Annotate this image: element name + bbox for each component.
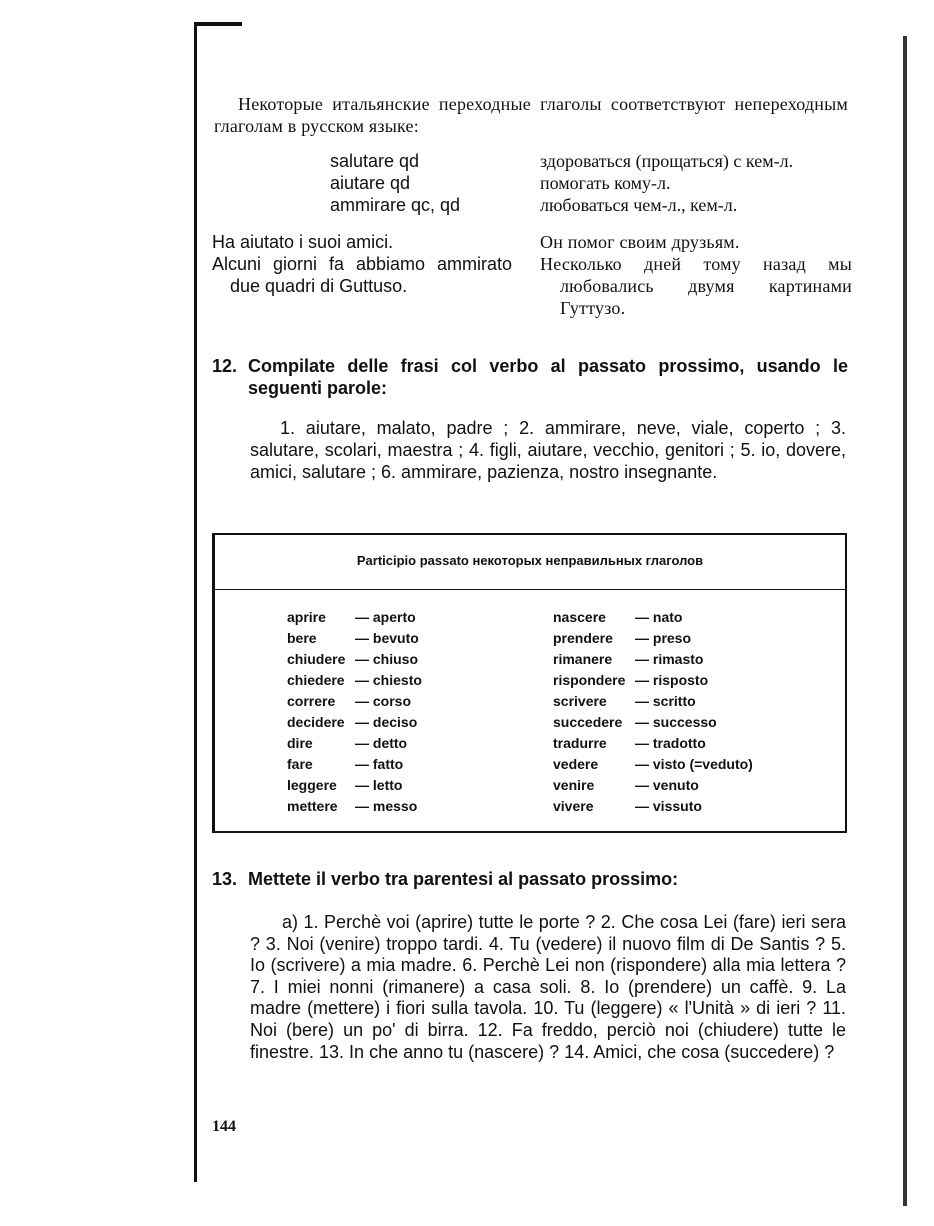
participle-row xyxy=(553,775,753,796)
example-right-1: Он помог своим друзьям. xyxy=(540,232,740,252)
participle: — tradotto xyxy=(635,735,706,751)
infinitive: venire xyxy=(553,777,595,793)
example-left-1: Ha aiutato i suoi amici. xyxy=(212,232,394,252)
participle-table xyxy=(212,533,847,833)
verb-pairs xyxy=(330,150,850,216)
infinitive: fare xyxy=(287,756,313,772)
example-left-2: Alcuni giorni fa abbiamo ammirato due quadri di Guttuso. xyxy=(212,254,512,296)
exercise-13-instruction: Mettete il verbo tra parentesi al passato prossimo: xyxy=(248,869,679,889)
infinitive: aprire xyxy=(287,609,326,625)
participle: — scritto xyxy=(635,693,696,709)
participle: — preso xyxy=(635,630,692,646)
participle-row xyxy=(287,670,422,691)
exercise-13-heading xyxy=(212,868,848,890)
verb-pair-it: salutare qd xyxy=(330,151,420,171)
participle-row xyxy=(553,607,753,628)
participle-row xyxy=(287,649,422,670)
infinitive: dire xyxy=(287,735,313,751)
participle-row xyxy=(553,733,753,754)
infinitive: rispondere xyxy=(553,672,626,688)
participle: — corso xyxy=(355,693,412,709)
participle-row xyxy=(553,796,753,817)
participle: — letto xyxy=(355,777,403,793)
participle-row xyxy=(287,733,422,754)
example-left xyxy=(212,231,512,297)
participle-row xyxy=(553,712,753,733)
participle-row xyxy=(553,628,753,649)
page-edge-top xyxy=(194,22,242,26)
participle-row xyxy=(553,670,753,691)
participle: — chiuso xyxy=(355,651,419,667)
verb-pair-it: aiutare qd xyxy=(330,173,411,193)
infinitive: chiudere xyxy=(287,651,346,667)
exercise-12-number: 12. xyxy=(212,356,238,376)
infinitive: tradurre xyxy=(553,735,607,751)
participle-row xyxy=(287,754,422,775)
example-right-2: Несколько дней тому назад мы любовались двумя картинами Гуттузо. xyxy=(540,254,852,318)
participle: — aperto xyxy=(355,609,416,625)
example-right xyxy=(540,231,852,319)
exercise-12-heading xyxy=(212,355,848,399)
participle: — rimasto xyxy=(635,651,704,667)
intro-text: Некоторые итальянские переходные глаголы соответствуют непереходным глаголам в русском языке: xyxy=(214,94,848,136)
participle-column-right xyxy=(553,607,753,817)
participle: — visto (=veduto) xyxy=(635,756,753,772)
exercise-12-instruction: Compilate delle frasi col verbo al passato prossimo, usando le seguenti parole: xyxy=(248,356,848,398)
participle-row xyxy=(287,796,422,817)
infinitive: vivere xyxy=(553,798,594,814)
exercise-13-text: a) 1. Perchè voi (aprire) tutte le porte ? 2. Che cosa Lei (fare) ieri sera ? 3. Noi (venire) troppo tardi. 4. Tu (vedere) il nuovo film di De Santis ? 5. Io (scrivere) a mia madre. 6. Perchè Lei non (rispondere) alla mia lettera ? 7. I miei nonni (rimanere) a casa soli. 8. Io (prendere) un caffè. 9. La madre (mettere) i fiori sulla tavola. 10. Tu (leggere) « l'Unità » di ieri ? 11. Noi (bere) un po' di birra. 12. Fa freddo, perciò noi (chiudere) tutte le finestre. 13. In che anno tu (nascere) ? 14. Amici, che cosa (succedere) ? xyxy=(250,912,846,1062)
verb-pair-it: ammirare qc, qd xyxy=(330,195,461,215)
infinitive: nascere xyxy=(553,609,606,625)
page-edge-right xyxy=(903,36,907,1206)
infinitive: bere xyxy=(287,630,317,646)
participle-row xyxy=(553,649,753,670)
infinitive: decidere xyxy=(287,714,345,730)
participle-row xyxy=(287,607,422,628)
participle: — chiesto xyxy=(355,672,422,688)
participle-row xyxy=(287,628,422,649)
infinitive: leggere xyxy=(287,777,337,793)
participle: — detto xyxy=(355,735,408,751)
exercise-13-number: 13. xyxy=(212,869,238,889)
exercise-12-text: 1. aiutare, malato, padre ; 2. ammirare, neve, viale, coperto ; 3. salutare, scolari, maestra ; 4. figli, aiutare, vecchio, genitori ; 5. io, dovere, amici, salutare ; 6. ammirare, pazienza, nostro insegnante. xyxy=(250,418,846,482)
infinitive: rimanere xyxy=(553,651,613,667)
verb-pair-ru: здороваться (прощаться) с кем-л. xyxy=(540,151,794,171)
verb-pair xyxy=(330,150,850,172)
participle-row xyxy=(287,712,422,733)
participle-table-title: Participio passato некоторых неправильных глаголов xyxy=(356,553,704,568)
participle-table-divider xyxy=(215,589,845,590)
page-edge-left xyxy=(194,22,197,1182)
verb-pair xyxy=(330,194,850,216)
participle: — deciso xyxy=(355,714,418,730)
page-number: 144 xyxy=(212,1118,236,1135)
participle: — venuto xyxy=(635,777,699,793)
infinitive: correre xyxy=(287,693,336,709)
infinitive: prendere xyxy=(553,630,613,646)
participle: — successo xyxy=(635,714,717,730)
participle: — bevuto xyxy=(355,630,419,646)
participle-row xyxy=(553,754,753,775)
participle: — messo xyxy=(355,798,418,814)
infinitive: succedere xyxy=(553,714,623,730)
infinitive: vedere xyxy=(553,756,599,772)
participle-row xyxy=(287,691,422,712)
participle: — fatto xyxy=(355,756,404,772)
infinitive: chiedere xyxy=(287,672,345,688)
participle: — vissuto xyxy=(635,798,702,814)
infinitive: mettere xyxy=(287,798,338,814)
participle-column-left xyxy=(287,607,422,817)
participle-row xyxy=(553,691,753,712)
infinitive: scrivere xyxy=(553,693,607,709)
verb-pair-ru: любоваться чем-л., кем-л. xyxy=(540,195,738,215)
verb-pair xyxy=(330,172,850,194)
participle: — nato xyxy=(635,609,683,625)
participle: — risposto xyxy=(635,672,709,688)
participle-row xyxy=(287,775,422,796)
verb-pair-ru: помогать кому-л. xyxy=(540,173,671,193)
